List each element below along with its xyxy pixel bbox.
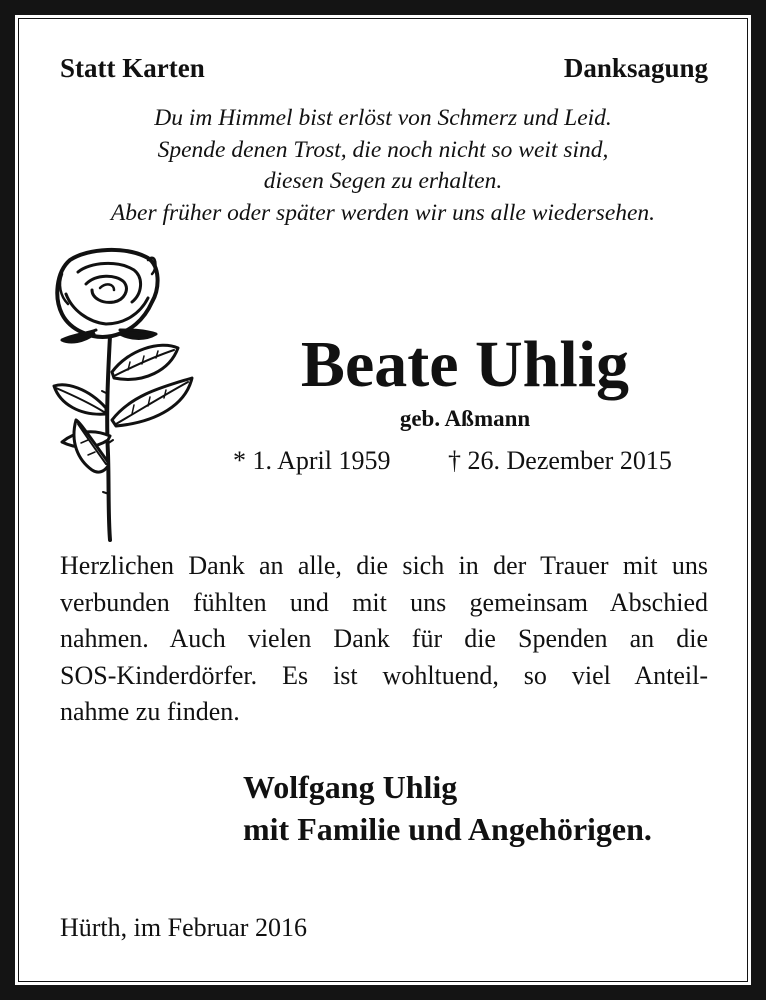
deceased-name: Beate Uhlig [300,328,630,401]
signature [243,766,652,850]
message-line: nahmen. Auch vielen Dank für die Spenden an die [60,624,708,653]
poem-line: Du im Himmel bist erlöst von Schmerz und Leid. [154,105,612,131]
place-and-date: Hürth, im Februar 2016 [60,913,307,942]
poem-line: Aber früher oder später werden wir uns alle wiedersehen. [110,199,656,226]
header-statt-karten: Statt Karten [60,53,205,83]
message-line: Herzlichen Dank an alle, die sich in der Trauer mit uns [60,551,708,580]
death-date: † 26. Dezember 2015 [448,446,672,475]
header-danksagung: Danksagung [563,53,708,83]
poem-line: diesen Segen zu erhalten. [263,168,503,194]
message-line: verbunden fühlten und mit uns gemeinsam Abschied [60,587,708,617]
message-line: nahme zu finden. [60,697,240,726]
signature-family: mit Familie und Angehörigen. [243,811,652,847]
poem [40,103,726,229]
birth-date: * 1. April 1959 [233,446,391,475]
thank-you-message [60,548,708,731]
maiden-name: geb. Aßmann [399,406,531,431]
signature-name: Wolfgang Uhlig [243,769,458,805]
rose-icon [48,244,198,544]
poem-line: Spende denen Trost, die noch nicht so weit sind, [157,136,609,163]
message-line: SOS-Kinderdörfer. Es ist wohltuend, so viel Anteil- [60,660,708,690]
